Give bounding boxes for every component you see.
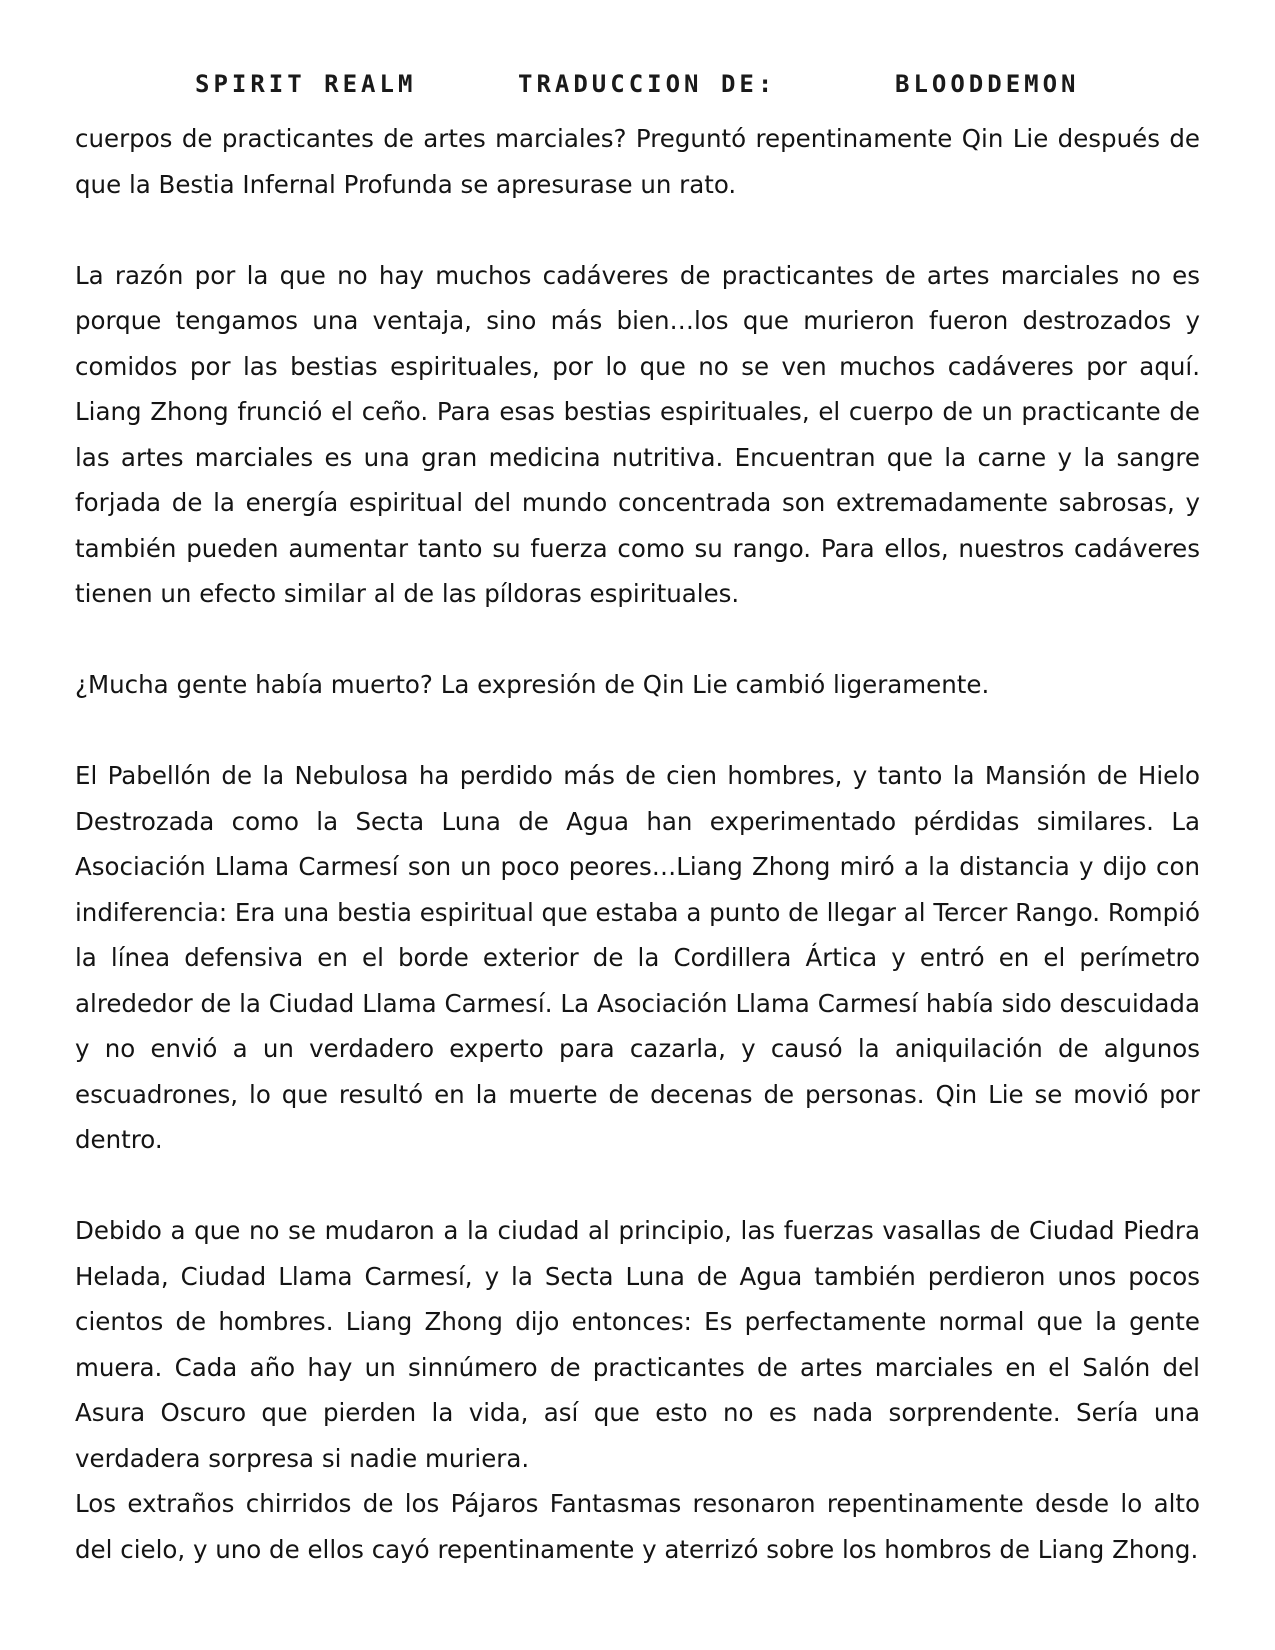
paragraph: Los extraños chirridos de los Pájaros Fantasmas resonaron repentinamente desde lo alto del cielo, y uno de ellos cayó repentinamente y aterrizó sobre los hombros de Liang Zhong. xyxy=(75,1489,1200,1564)
header-translation-label: TRADUCCION DE: xyxy=(518,70,777,98)
paragraph: La razón por la que no hay muchos cadáveres de practicantes de artes marciales no es porque tengamos una ventaja, sino más bien…los que murieron fueron destrozados y comidos por las bestias espirituales, por lo que no se ven muchos cadáveres por aquí. Liang Zhong frunció el ceño. Para esas bestias espirituales, el cuerpo de un practicante de las artes marciales es una gran medicina nutritiva. Encuentran que la carne y la sangre forjada de la energía espiritual del mundo concentrada son extremadamente sabrosas, y también pueden aumentar tanto su fuerza como su rango. Para ellos, nuestros cadáveres tienen un efecto similar al de las píldoras espirituales. xyxy=(75,260,1200,608)
paragraph: El Pabellón de la Nebulosa ha perdido más de cien hombres, y tanto la Mansión de Hielo Destrozada como la Secta Luna de Agua han experimentado pérdidas similares. La Asociación Llama Carmesí son un poco peores…Liang Zhong miró a la distancia y dijo con indiferencia: Era una bestia espiritual que estaba a punto de llegar al Tercer Rango. Rompió la línea defensiva en el borde exterior de la Cordillera Ártica y entró en el perímetro alrededor de la Ciudad Llama Carmesí. La Asociación Llama Carmesí había sido descuidada y no envió a un verdadero experto para cazarla, y causó la aniquilación de algunos escuadrones, lo que resultó en la muerte de decenas de personas. Qin Lie se movió por dentro. xyxy=(75,761,1200,1154)
paragraph: Debido a que no se mudaron a la ciudad al principio, las fuerzas vasallas de Ciudad Piedra Helada, Ciudad Llama Carmesí, y la Secta Luna de Agua también perdieron unos pocos cientos de hombres. Liang Zhong dijo entonces: Es perfectamente normal que la gente muera. Cada año hay un sinnúmero de practicantes de artes marciales en el Salón del Asura Oscuro que pierden la vida, así que esto no es nada sorprendente. Sería una verdadera sorpresa si nadie muriera. xyxy=(75,1216,1200,1473)
paragraph: cuerpos de practicantes de artes marciales? Preguntó repentinamente Qin Lie después de que la Bestia Infernal Profunda se apresurase un rato. xyxy=(75,124,1200,199)
page-header xyxy=(0,70,1275,110)
paragraph: ¿Mucha gente había muerto? La expresión de Qin Lie cambió ligeramente. xyxy=(75,670,990,699)
paragraph-gap xyxy=(75,207,1200,253)
paragraph-gap xyxy=(75,708,1200,754)
paragraph-gap xyxy=(75,617,1200,663)
header-title: SPIRIT REALM xyxy=(195,70,417,98)
paragraph-gap xyxy=(75,1163,1200,1209)
header-translator: BLOODDEMON xyxy=(895,70,1080,98)
document-body xyxy=(75,116,1200,1572)
